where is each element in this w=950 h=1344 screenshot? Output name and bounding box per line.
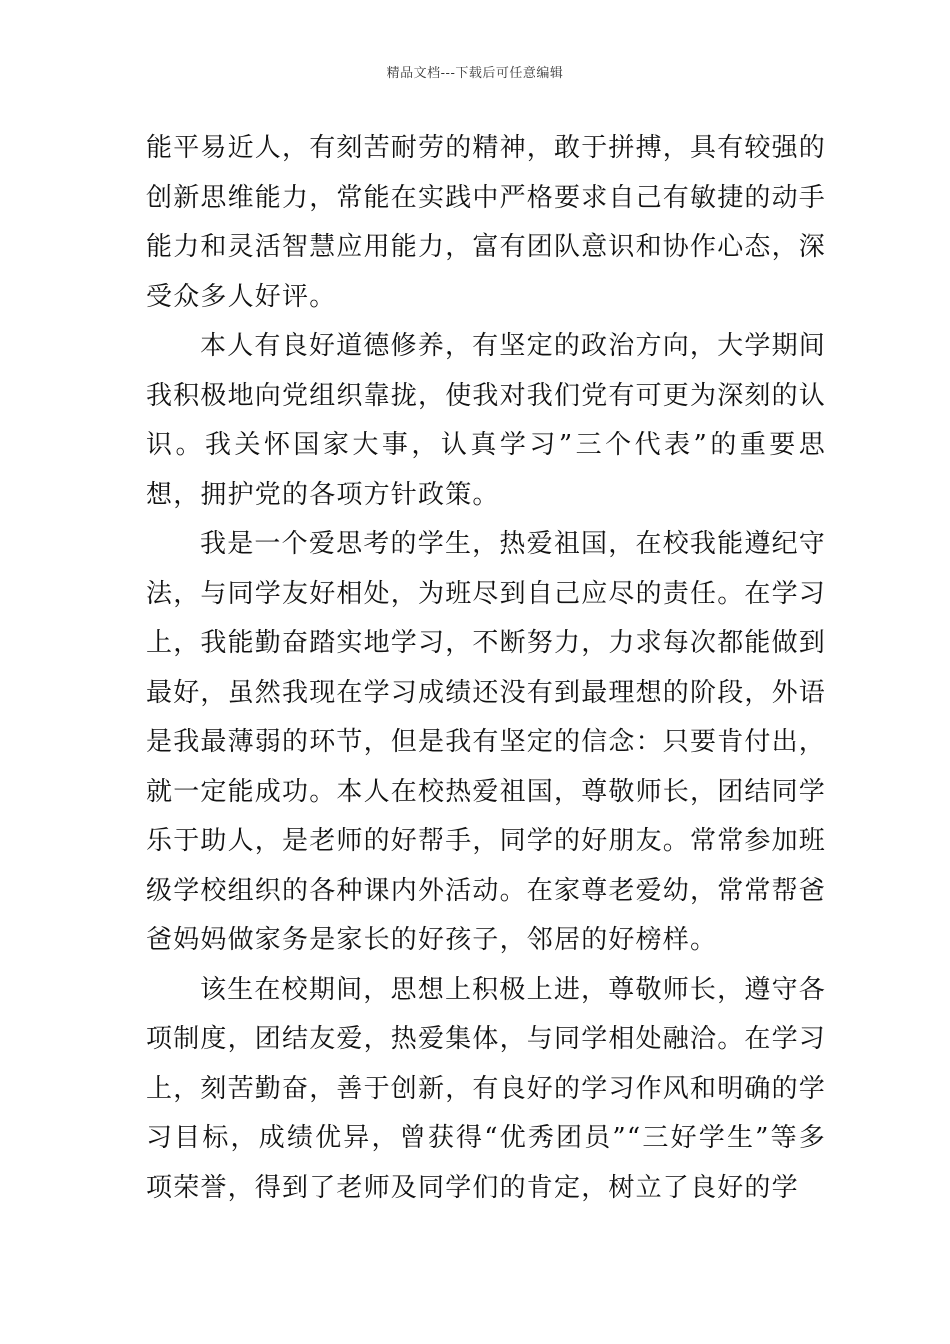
page-header: 精品文档---下载后可任意编辑 — [386, 66, 564, 81]
paragraph-2: 本人有良好道德修养，有坚定的政治方向，大学期间我积极地向党组织靠拢，使我对我们党有可更为深刻的认识。我关怀国家大事，认真学习”三个代表”的重要思想，拥护党的各项方针政策。 — [146, 331, 827, 510]
document-body — [146, 124, 826, 1213]
paragraph-4: 该生在校期间，思想上积极上进，尊敬师长，遵守各项制度，团结友爱，热爱集体，与同学相处融洽。在学习上，刻苦勤奋，善于创新，有良好的学习作风和明确的学习目标，成绩优异，曾获得“优秀团员”“三好学生”等多项荣誉，得到了老师及同学们的肯定，树立了良好的学 — [146, 974, 827, 1203]
paragraph-1: 能平易近人，有刻苦耐劳的精神，敢于拼搏，具有较强的创新思维能力，常能在实践中严格要求自己有敏捷的动手能力和灵活智慧应用能力，富有团队意识和协作心态，深受众多人好评。 — [146, 133, 827, 312]
paragraph-3: 我是一个爱思考的学生，热爱祖国，在校我能遵纪守法，与同学友好相处，为班尽到自己应尽的责任。在学习上，我能勤奋踏实地学习，不断努力，力求每次都能做到最好，虽然我现在学习成绩还没有到最理想的阶段，外语是我最薄弱的环节，但是我有坚定的信念：只要肯付出，就一定能成功。本人在校热爱祖国，尊敬师长，团结同学乐于助人，是老师的好帮手，同学的好朋友。常常参加班级学校组织的各种课内外活动。在家尊老爱幼，常常帮爸爸妈妈做家务是家长的好孩子，邻居的好榜样。 — [146, 529, 827, 955]
